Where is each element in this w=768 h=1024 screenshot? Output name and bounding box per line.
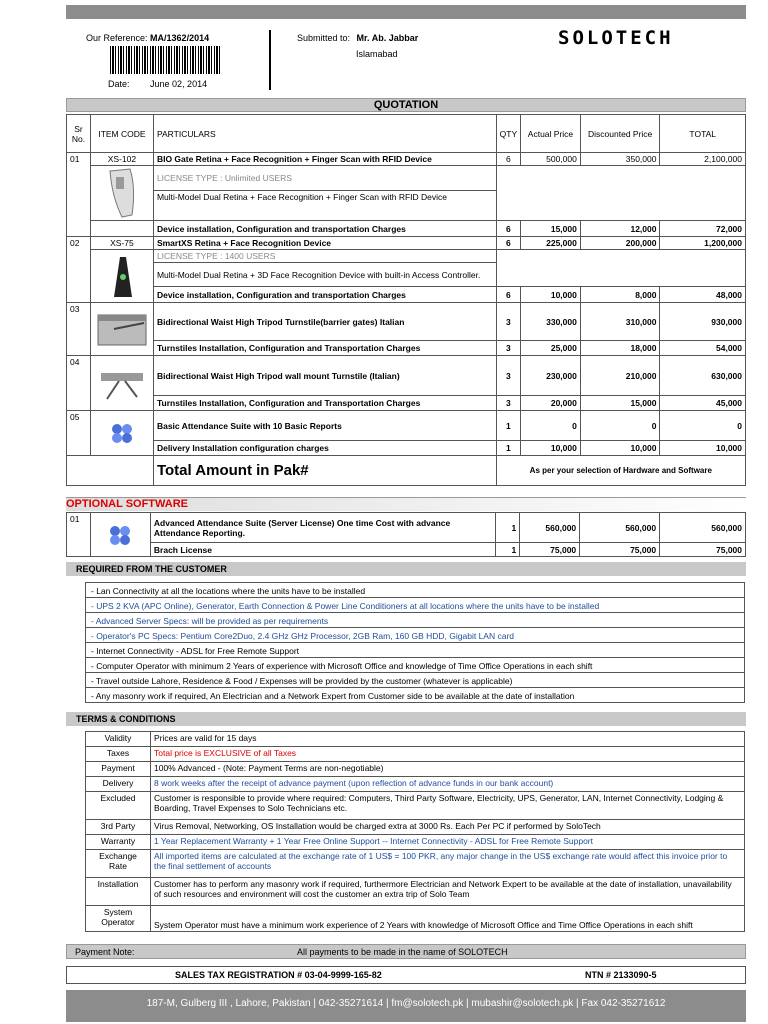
- row-sub-actual: 10,000: [521, 441, 581, 456]
- license-type: LICENSE TYPE : Unlimited USERS: [153, 166, 496, 191]
- required-title: REQUIRED FROM THE CUSTOMER: [66, 562, 746, 576]
- table-row: [67, 341, 746, 356]
- total-row: [67, 456, 746, 486]
- empty-cell: [496, 250, 745, 287]
- row-qty: 3: [496, 303, 520, 341]
- row-disc: 350,000: [580, 153, 660, 166]
- row-sub-qty: 1: [496, 543, 520, 557]
- device-image: [90, 411, 153, 456]
- table-row: [67, 166, 746, 191]
- submitted-name: Mr. Ab. Jabbar: [356, 33, 419, 43]
- submitted-city: Islamabad: [356, 49, 398, 59]
- term-key: Exchange Rate: [86, 850, 151, 878]
- list-item: - UPS 2 KVA (APC Online), Generator, Earth Connection & Power Line Conditioners at all locations where the units have to be installed: [86, 597, 744, 612]
- total-note: As per your selection of Hardware and Software: [496, 456, 745, 486]
- term-value: Virus Removal, Networking, OS Installation would be charged extra at 3000 Rs. Each Per PC if performed by SoloTech: [151, 820, 745, 835]
- retina-device-icon: [102, 167, 142, 219]
- term-value: Customer is responsible to provide where required: Computers, Third Party Software, Electricity, UPS, Generator, LAN, Internet Connectivity, Lodging & Boarding, Travel Expenses to Solo Technicians etc.: [151, 792, 745, 820]
- term-key: Taxes: [86, 747, 151, 762]
- barcode-icon: [110, 46, 222, 74]
- term-key: Excluded: [86, 792, 151, 820]
- row-desc: Multi-Model Dual Retina + 3D Face Recognition Device with built-in Access Controller.: [153, 263, 496, 287]
- device-image: [90, 513, 150, 557]
- row-sr: 01: [67, 513, 91, 557]
- col-total: TOTAL: [660, 115, 746, 153]
- row-sub-disc: 75,000: [580, 543, 660, 557]
- row-sub-total: 72,000: [660, 221, 746, 237]
- device-image: [90, 166, 153, 221]
- sales-tax: SALES TAX REGISTRATION # 03-04-9999-165-82: [175, 970, 382, 980]
- row-sub-actual: 75,000: [520, 543, 580, 557]
- table-row: [67, 250, 746, 263]
- row-qty: 1: [496, 513, 520, 543]
- term-value: 1 Year Replacement Warranty + 1 Year Free Online Support -- Internet Connectivity - ADSL for Free Remote Support: [151, 835, 745, 850]
- ntn: NTN # 2133090-5: [585, 970, 657, 980]
- row-name: Advanced Attendance Suite (Server License) One time Cost with advance Attendance Reporting.: [150, 513, 495, 543]
- date-value: June 02, 2014: [150, 79, 208, 89]
- table-row: [67, 513, 746, 543]
- optional-software-title: OPTIONAL SOFTWARE: [66, 497, 746, 511]
- submitted-label: Submitted to:: [297, 33, 351, 43]
- col-item-code: ITEM CODE: [90, 115, 153, 153]
- table-row: [67, 396, 746, 411]
- table-row: [86, 762, 745, 777]
- table-row: [86, 732, 745, 747]
- col-sr: Sr No.: [67, 115, 91, 153]
- row-disc: 0: [580, 411, 660, 441]
- turnstile-icon: [94, 309, 150, 349]
- row-sub-actual: 25,000: [521, 341, 581, 356]
- row-sub-total: 54,000: [660, 341, 746, 356]
- row-disc: 210,000: [580, 356, 660, 396]
- term-value: System Operator must have a minimum work experience of 2 Years with knowledge of Microsoft Office and Time Office Operations in each shift: [151, 906, 745, 932]
- list-item: - Operator's PC Specs: Pentium Core2Duo, 2.4 GHz GHz Processor, 2GB Ram, 160 GB HDD, Gigabit LAN card: [86, 627, 744, 642]
- term-value: Total price is EXCLUSIVE of all Taxes: [151, 747, 745, 762]
- row-code: XS-102: [90, 153, 153, 166]
- row-sr: 05: [67, 411, 91, 456]
- row-sr: 03: [67, 303, 91, 356]
- payment-note: [66, 944, 746, 959]
- row-sub-disc: 18,000: [580, 341, 660, 356]
- tax-bar: [66, 966, 746, 984]
- table-row: [86, 792, 745, 820]
- row-sub-qty: 1: [496, 441, 520, 456]
- row-name: Bidirectional Waist High Tripod Turnstile(barrier gates) Italian: [153, 303, 496, 341]
- row-sub-actual: 10,000: [521, 287, 581, 303]
- term-key: Warranty: [86, 835, 151, 850]
- row-sub-actual: 15,000: [521, 221, 581, 237]
- row-sub-disc: 12,000: [580, 221, 660, 237]
- row-qty: 6: [496, 153, 520, 166]
- col-actual-price: Actual Price: [521, 115, 581, 153]
- software-icon: [107, 523, 133, 547]
- term-key: Delivery: [86, 777, 151, 792]
- table-row: [67, 303, 746, 341]
- date-line: [108, 79, 207, 89]
- term-value: All imported items are calculated at the exchange rate of 1 US$ = 100 PKR, any major change in the US$ exchange rate would affect this invoice prior to the final settlement of accounts: [151, 850, 745, 878]
- term-key: 3rd Party: [86, 820, 151, 835]
- row-qty: 6: [496, 237, 520, 250]
- list-item: - Travel outside Lahore, Residence & Food / Expenses will be provided by the customer (whatever is applicable): [86, 672, 744, 687]
- terms-title: TERMS & CONDITIONS: [66, 712, 746, 726]
- reference-line: [86, 33, 209, 43]
- row-name: SmartXS Retina + Face Recognition Device: [153, 237, 496, 250]
- list-item: - Lan Connectivity at all the locations where the units have to be installed: [86, 582, 744, 597]
- row-actual: 560,000: [520, 513, 580, 543]
- table-row: [67, 411, 746, 441]
- row-total: 2,100,000: [660, 153, 746, 166]
- table-row: [86, 777, 745, 792]
- row-sr: 02: [67, 237, 91, 303]
- submitted-line: [297, 33, 418, 43]
- divider: [269, 30, 271, 90]
- software-icon: [109, 421, 135, 445]
- optional-table: [66, 512, 746, 557]
- row-sub: Turnstiles Installation, Configuration and Transportation Charges: [153, 341, 496, 356]
- table-row: [67, 441, 746, 456]
- row-sub-disc: 8,000: [580, 287, 660, 303]
- device-image: [90, 356, 153, 411]
- row-name: Basic Attendance Suite with 10 Basic Reports: [153, 411, 496, 441]
- row-actual: 230,000: [521, 356, 581, 396]
- term-key: Validity: [86, 732, 151, 747]
- row-sub: Delivery Installation configuration charges: [153, 441, 496, 456]
- row-sub-actual: 20,000: [521, 396, 581, 411]
- row-sr: 04: [67, 356, 91, 411]
- row-desc: Multi-Model Dual Retina + Face Recognition + Finger Scan with RFID Device: [153, 191, 496, 221]
- table-header: [67, 115, 746, 153]
- row-code: XS-75: [90, 237, 153, 250]
- row-disc: 560,000: [580, 513, 660, 543]
- row-sub-total: 45,000: [660, 396, 746, 411]
- device-image: [90, 303, 153, 356]
- row-total: 930,000: [660, 303, 746, 341]
- company-logo: SOLOTECH: [558, 27, 674, 49]
- row-name: BIO Gate Retina + Face Recognition + Finger Scan with RFID Device: [153, 153, 496, 166]
- row-actual: 225,000: [521, 237, 581, 250]
- row-qty: 1: [496, 411, 520, 441]
- table-row: [86, 820, 745, 835]
- reference-value: MA/1362/2014: [150, 33, 210, 43]
- table-row: [67, 287, 746, 303]
- term-value: 100% Advanced - (Note: Payment Terms are non-negotiable): [151, 762, 745, 777]
- top-bar: [66, 5, 746, 19]
- term-key: Installation: [86, 878, 151, 906]
- date-label: Date:: [108, 79, 130, 89]
- table-row: [86, 878, 745, 906]
- row-total: 560,000: [660, 513, 746, 543]
- row-sub-disc: 15,000: [580, 396, 660, 411]
- wall-turnstile-icon: [97, 363, 147, 403]
- payment-note-label: Payment Note:: [75, 947, 135, 957]
- device-image: [90, 250, 153, 303]
- empty-cell: [67, 456, 154, 486]
- footer-contact: 187-M, Gulberg III , Lahore, Pakistan | 042-35271614 | fm@solotech.pk | mubashir@solotech.pk | Fax 042-35271612: [66, 990, 746, 1022]
- row-total: 630,000: [660, 356, 746, 396]
- term-value: Prices are valid for 15 days: [151, 732, 745, 747]
- table-row: [67, 543, 746, 557]
- row-sub-qty: 3: [496, 341, 520, 356]
- table-row: [86, 747, 745, 762]
- row-sub-disc: 10,000: [580, 441, 660, 456]
- list-item: - Advanced Server Specs: will be provided as per requirements: [86, 612, 744, 627]
- total-label: Total Amount in Pak#: [153, 456, 496, 486]
- quotation-title: QUOTATION: [66, 98, 746, 112]
- table-row: [86, 835, 745, 850]
- row-sub-qty: 6: [496, 221, 520, 237]
- term-key: System Operator: [86, 906, 151, 932]
- table-row: [67, 153, 746, 166]
- table-row: [67, 356, 746, 396]
- col-qty: QTY: [496, 115, 520, 153]
- col-discounted-price: Discounted Price: [580, 115, 660, 153]
- row-name: Bidirectional Waist High Tripod wall mount Turnstile (Italian): [153, 356, 496, 396]
- row-actual: 330,000: [521, 303, 581, 341]
- list-item: - Any masonry work if required, An Electrician and a Network Expert from Customer side to be available at the date of installation: [86, 687, 744, 702]
- row-sub-qty: 6: [496, 287, 520, 303]
- row-sr: 01: [67, 153, 91, 237]
- col-particulars: PARTICULARS: [153, 115, 496, 153]
- row-sub-total: 48,000: [660, 287, 746, 303]
- row-sub: Brach License: [150, 543, 495, 557]
- smartxs-device-icon: [106, 253, 138, 299]
- row-sub: Device installation, Configuration and transportation Charges: [153, 287, 496, 303]
- term-value: 8 work weeks after the receipt of advance payment (upon reflection of advance funds in our bank account): [151, 777, 745, 792]
- term-key: Payment: [86, 762, 151, 777]
- table-row: [86, 906, 745, 932]
- list-item: - Internet Connectivity - ADSL for Free Remote Support: [86, 642, 744, 657]
- row-sub: Device installation, Configuration and transportation Charges: [153, 221, 496, 237]
- row-sub-qty: 3: [496, 396, 520, 411]
- row-sub: Turnstiles Installation, Configuration and Transportation Charges: [153, 396, 496, 411]
- terms-table: [85, 731, 745, 932]
- row-total: 0: [660, 411, 746, 441]
- row-actual: 0: [521, 411, 581, 441]
- quotation-table: [66, 114, 746, 486]
- table-row: [86, 850, 745, 878]
- row-qty: 3: [496, 356, 520, 396]
- row-sub-total: 10,000: [660, 441, 746, 456]
- row-actual: 500,000: [521, 153, 581, 166]
- payment-note-text: All payments to be made in the name of SOLOTECH: [297, 947, 508, 957]
- row-total: 1,200,000: [660, 237, 746, 250]
- table-row: [67, 221, 746, 237]
- row-sub-total: 75,000: [660, 543, 746, 557]
- empty-cell: [90, 221, 153, 237]
- row-disc: 200,000: [580, 237, 660, 250]
- required-list: [85, 582, 745, 703]
- empty-cell: [496, 166, 745, 221]
- license-type: LICENSE TYPE : 1400 USERS: [153, 250, 496, 263]
- list-item: - Computer Operator with minimum 2 Years of experience with Microsoft Office and knowledge of Time Office Operations in each shift: [86, 657, 744, 672]
- term-value: Customer has to perform any masonry work if required, furthermore Electrician and Network Expert to be available at the date of installation, unavailability of such resources and environment will cost the customer an extra trip of Solo Team: [151, 878, 745, 906]
- reference-label: Our Reference:: [86, 33, 148, 43]
- table-row: [67, 237, 746, 250]
- row-disc: 310,000: [580, 303, 660, 341]
